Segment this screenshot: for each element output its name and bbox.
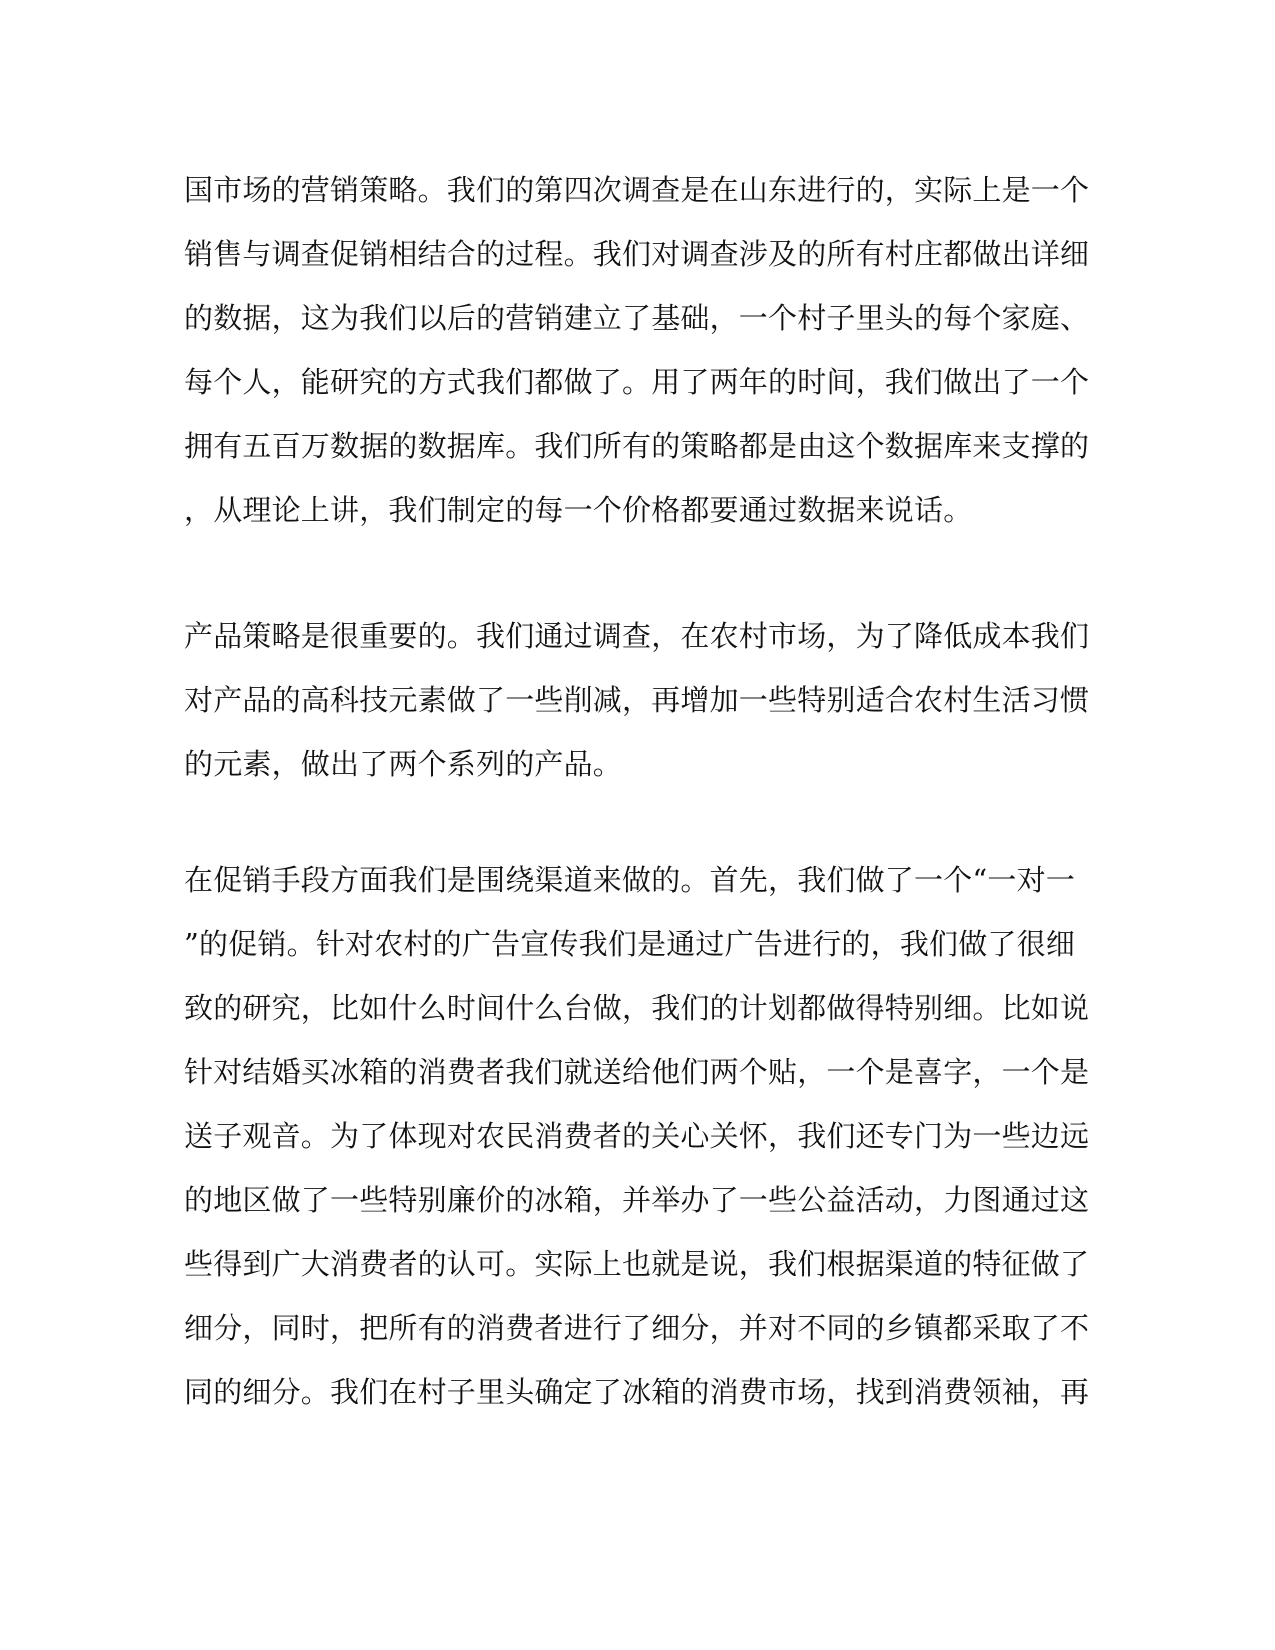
- text-line: 国市场的营销策略。我们的第四次调查是在山东进行的，实际上是一个: [184, 173, 1090, 207]
- paragraph-survey-database: [184, 158, 1090, 542]
- text-line: 针对结婚买冰箱的消费者我们就送给他们两个贴，一个是喜字，一个是: [184, 1055, 1090, 1089]
- text-line: 的元素，做出了两个系列的产品。: [184, 747, 623, 781]
- text-line: 细分，同时，把所有的消费者进行了细分，并对不同的乡镇都采取了不: [184, 1311, 1090, 1345]
- text-line: 在促销手段方面我们是围绕渠道来做的。首先，我们做了一个“一对一: [184, 863, 1076, 897]
- text-line: 些得到广大消费者的认可。实际上也就是说，我们根据渠道的特征做了: [184, 1247, 1090, 1281]
- text-line: 销售与调查促销相结合的过程。我们对调查涉及的所有村庄都做出详细: [184, 237, 1090, 271]
- text-line: 的地区做了一些特别廉价的冰箱，并举办了一些公益活动，力图通过这: [184, 1183, 1090, 1217]
- text-line: 每个人，能研究的方式我们都做了。用了两年的时间，我们做出了一个: [184, 365, 1090, 399]
- text-line: 拥有五百万数据的数据库。我们所有的策略都是由这个数据库来支撑的: [184, 429, 1090, 463]
- paragraph-promotion: [184, 848, 1090, 1424]
- text-line: 的数据，这为我们以后的营销建立了基础，一个村子里头的每个家庭、: [184, 301, 1090, 335]
- text-line: ”的促销。针对农村的广告宣传我们是通过广告进行的，我们做了很细: [184, 927, 1076, 961]
- paragraph-product-strategy: [184, 604, 1090, 796]
- text-line: ，从理论上讲，我们制定的每一个价格都要通过数据来说话。: [184, 493, 973, 527]
- text-line: 对产品的高科技元素做了一些削减，再增加一些特别适合农村生活习惯: [184, 683, 1090, 717]
- text-line: 产品策略是很重要的。我们通过调查，在农村市场，为了降低成本我们: [184, 619, 1090, 653]
- text-line: 同的细分。我们在村子里头确定了冰箱的消费市场，找到消费领袖，再: [184, 1375, 1090, 1409]
- text-line: 送子观音。为了体现对农民消费者的关心关怀，我们还专门为一些边远: [184, 1119, 1090, 1153]
- text-line: 致的研究，比如什么时间什么台做，我们的计划都做得特别细。比如说: [184, 991, 1090, 1025]
